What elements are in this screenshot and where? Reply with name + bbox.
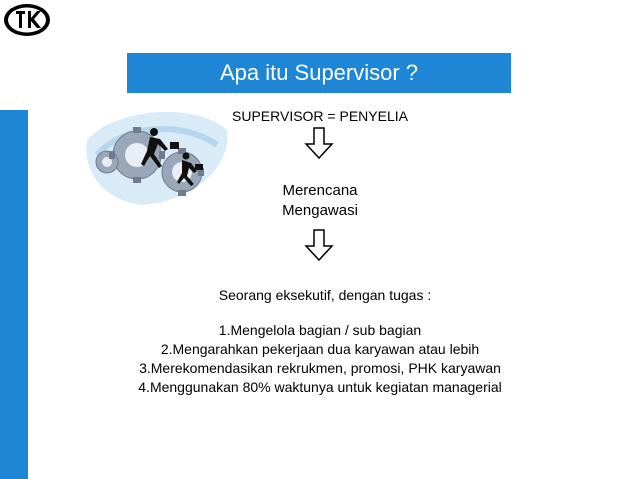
gears-runners-illustration (82, 100, 232, 210)
left-accent-bar (0, 110, 28, 479)
down-arrow-icon (303, 126, 335, 160)
logo-icon (2, 2, 52, 38)
duty-item: Merencana (282, 182, 358, 199)
duty-item: Mengawasi (282, 202, 358, 219)
slide-title: Apa itu Supervisor ? (127, 53, 511, 93)
list-item: 4.Menggunakan 80% waktunya untuk kegiatan managerial (138, 379, 502, 395)
executive-statement: Seorang eksekutif, dengan tugas : (218, 287, 432, 303)
duties-block (250, 181, 390, 221)
slide-subtitle: SUPERVISOR = PENYELIA (232, 108, 408, 124)
list-item: 2.Mengarahkan pekerjaan dua karyawan atau lebih (160, 341, 480, 357)
list-item: 3.Merekomendasikan rekrukmen, promosi, PHK karyawan (139, 360, 501, 376)
down-arrow-icon (303, 228, 335, 262)
list-item: 1.Mengelola bagian / sub bagian (218, 322, 422, 338)
task-list (130, 321, 510, 397)
